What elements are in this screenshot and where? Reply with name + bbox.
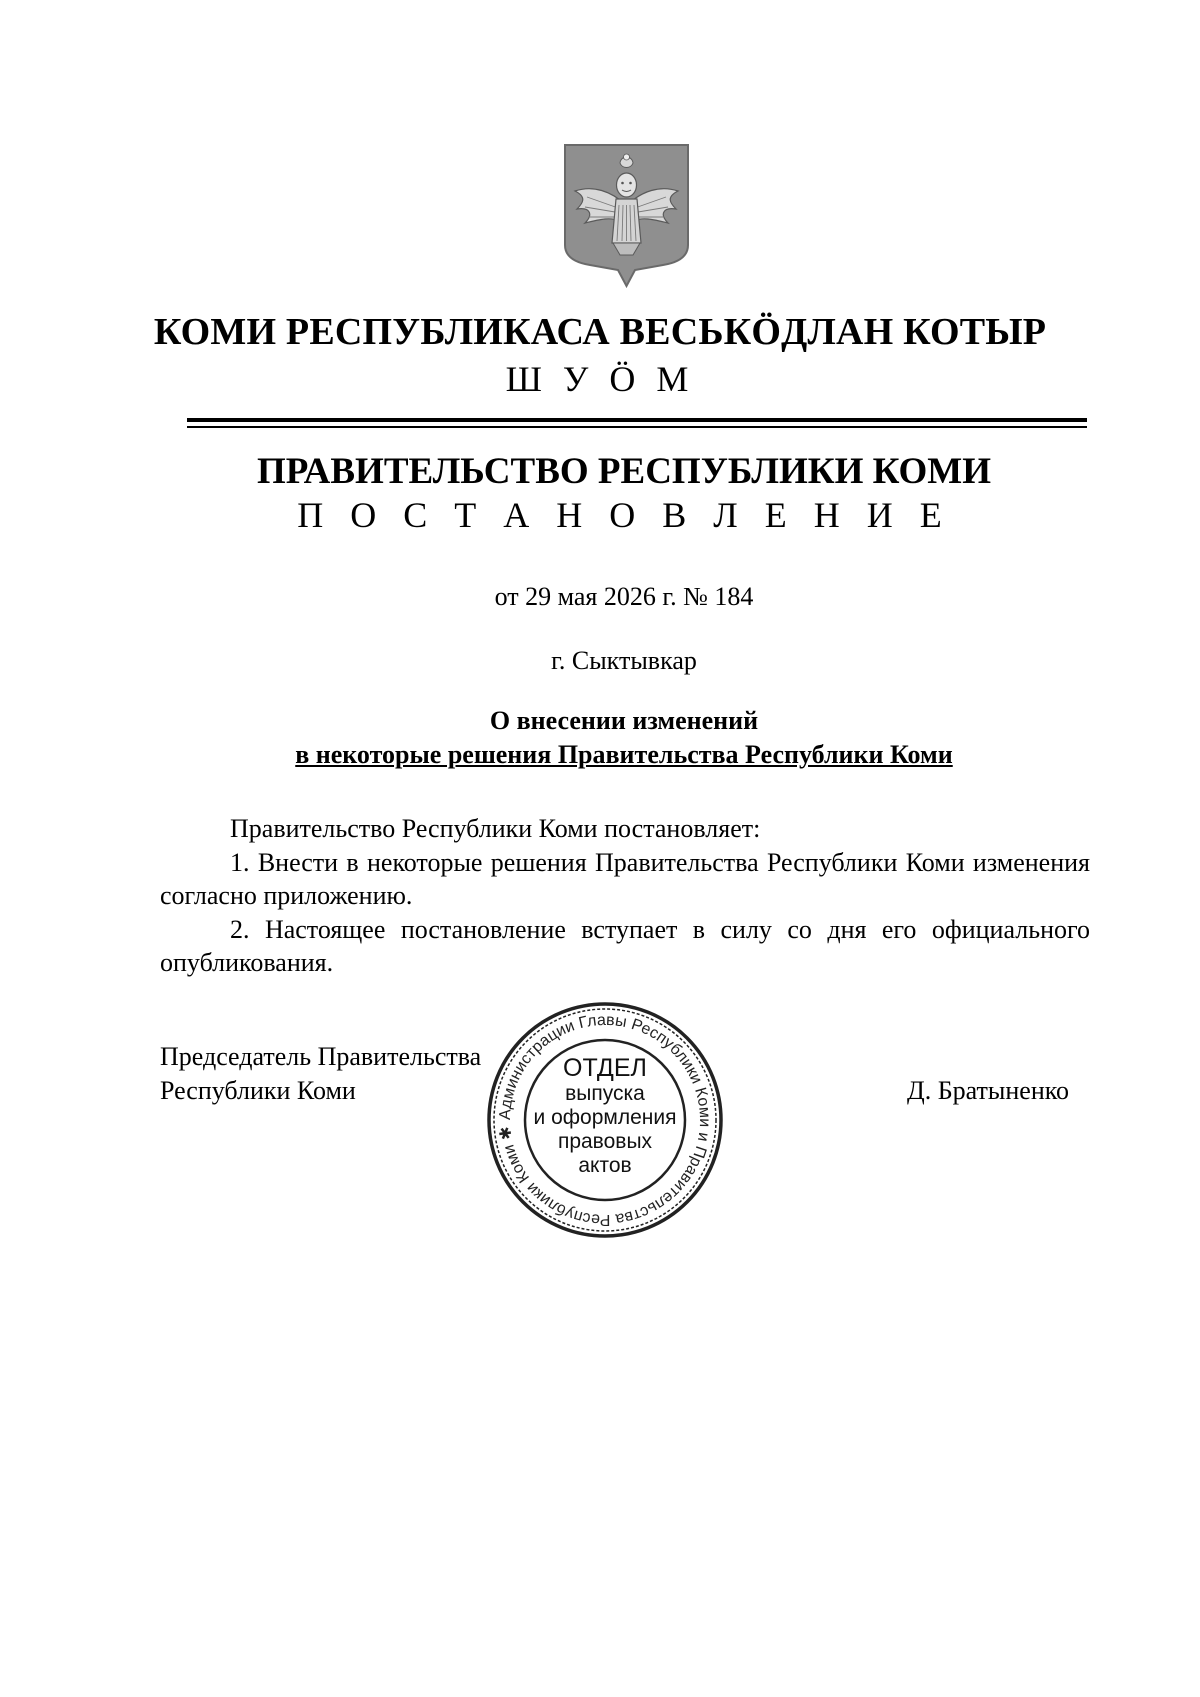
signatory-position [160, 1040, 481, 1108]
government-heading: ПРАВИТЕЛЬСТВО РЕСПУБЛИКИ КОМИ [257, 451, 991, 492]
document-title-line-2: в некоторые решения Правительства Республики Коми [295, 740, 953, 769]
seal-ring-text: Администрации Главы Республики Коми и Правительства Республики Коми ✱ [496, 1011, 714, 1229]
body-paragraph: Правительство Республики Коми постановляет: [230, 814, 761, 843]
signatory-name: Д. Братыненко [907, 1076, 1070, 1105]
komi-heading: КОМИ РЕСПУБЛИКАСА ВЕСЬКÖДЛАН КОТЫР [153, 311, 1047, 353]
header-divider-thin [187, 426, 1087, 428]
document-date-number: от 29 мая 2026 г. № 184 [494, 582, 754, 611]
header-divider-thick [187, 418, 1087, 422]
body-paragraph: 2. Настоящее постановление вступает в силу со дня его официального опубликования. [160, 914, 1090, 977]
document-title-line-1: О внесении изменений [489, 706, 759, 735]
signatory-position-line-2: Республики Коми [160, 1076, 356, 1105]
document-type-heading: П О С Т А Н О В Л Е Н И Е [297, 495, 951, 535]
document-body [160, 812, 1090, 980]
seal-line: правовых [557, 1130, 653, 1153]
seal-line: и оформления [533, 1106, 677, 1129]
signatory-position-line-1: Председатель Правительства [160, 1042, 482, 1071]
seal-center-text [485, 1054, 725, 1178]
official-seal-icon [485, 1000, 725, 1240]
coat-of-arms-icon [563, 143, 690, 288]
document-city: г. Сыктывкар [551, 646, 697, 675]
seal-line: выпуска [565, 1082, 645, 1105]
seal-line: актов [578, 1154, 632, 1177]
seal-line: ОТДЕЛ [563, 1054, 647, 1082]
komi-subheading: Ш У Ö М [505, 359, 695, 399]
body-paragraph: 1. Внести в некоторые решения Правительства Республики Коми изменения согласно приложению. [160, 847, 1090, 910]
